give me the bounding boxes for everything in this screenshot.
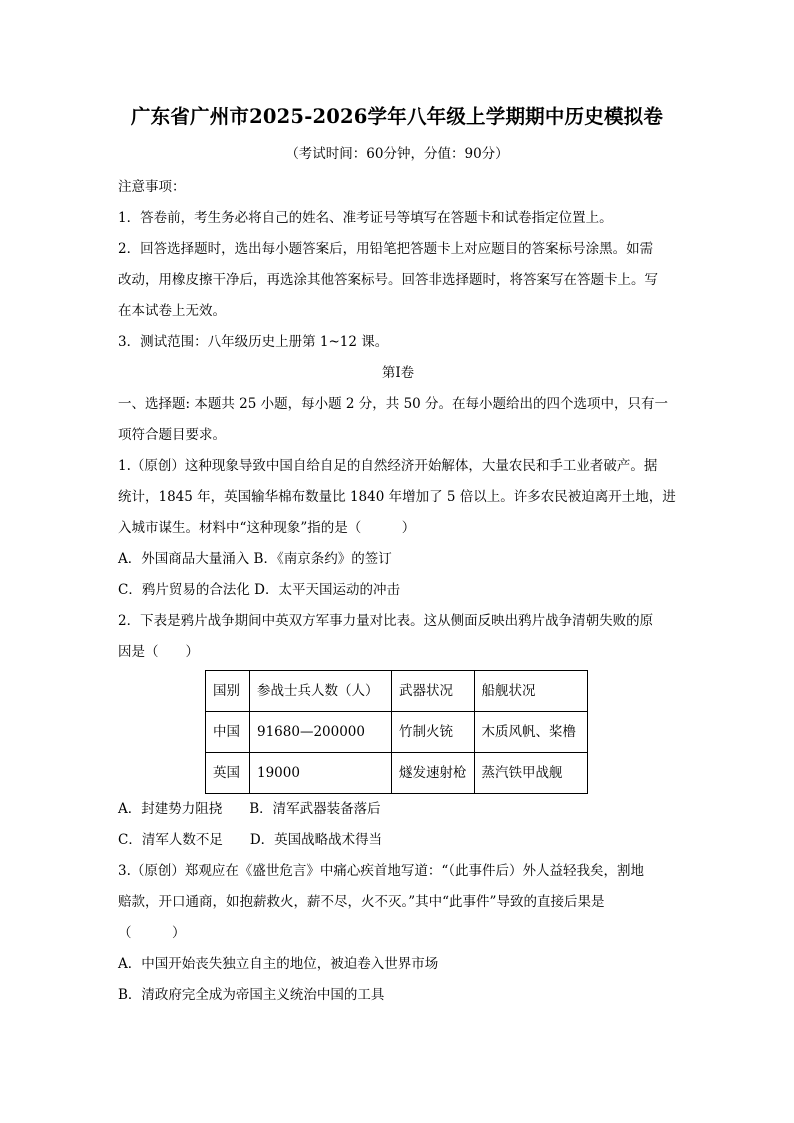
table-cell: 木质风帆、桨橹 [474, 712, 587, 753]
table-header-cell: 国别 [206, 671, 250, 712]
question-3-option: B．清政府完全成为帝国主义统治中国的工具 [118, 987, 385, 1003]
question-1-text: 统计，1845 年，英国输华棉布数量比 1840 年增加了 5 倍以上。许多农民被迫离开土地，进 [118, 489, 676, 505]
section-instruction: 一、选择题: 本题共 25 小题，每小题 2 分，共 50 分。在每小题给出的四个选项中，只有一 [118, 396, 669, 412]
table-row [206, 712, 588, 753]
table-cell: 燧发速射枪 [392, 753, 475, 794]
exam-info: （考试时间：60分钟，分值：90分） [285, 146, 509, 162]
table-header-row [206, 671, 588, 712]
table-cell: 19000 [250, 753, 392, 794]
table-header-cell: 参战士兵人数（人） [250, 671, 392, 712]
notice-heading: 注意事项： [118, 179, 186, 195]
table-cell: 英国 [206, 753, 250, 794]
question-1-option: A．外国商品大量涌入 B．《南京条约》的签订 [118, 551, 392, 567]
table-row [206, 753, 588, 794]
question-2-text: 2．下表是鸦片战争期间中英双方军事力量对比表。这从侧面反映出鸦片战争清朝失败的原 [118, 613, 654, 629]
question-2-text: 因是（ ） [118, 644, 199, 660]
question-1-option: C．鸦片贸易的合法化 D．太平天国运动的冲击 [118, 582, 400, 598]
military-comparison-table [205, 670, 588, 794]
table-header-cell: 船舰状况 [474, 671, 587, 712]
table-header-cell: 武器状况 [392, 671, 475, 712]
question-2-option: A．封建势力阻挠 B．清军武器装备落后 [118, 801, 381, 817]
notice-item: 1．答卷前，考生务必将自己的姓名、准考证号等填写在答题卡和试卷指定位置上。 [118, 210, 613, 226]
question-3-text: （ ） [118, 925, 186, 941]
table-cell: 91680—200000 [250, 712, 392, 753]
table-cell: 竹制火铳 [392, 712, 475, 753]
section-instruction: 项符合题目要求。 [118, 427, 226, 443]
volume-heading: 第Ⅰ卷 [381, 365, 415, 381]
table-cell: 蒸汽铁甲战舰 [474, 753, 587, 794]
question-2-option: C．清军人数不足 D．英国战略战术得当 [118, 832, 383, 848]
comparison-table-wrapper [118, 670, 678, 794]
exam-body [118, 172, 678, 1011]
table-cell: 中国 [206, 712, 250, 753]
question-3-text: 3.（原创）郑观应在《盛世危言》中痛心疾首地写道：“（此事件后）外人益轻我矣，割地 [118, 863, 645, 879]
notice-item: 2．回答选择题时，选出每小题答案后，用铅笔把答题卡上对应题目的答案标号涂黑。如需 [118, 241, 654, 257]
notice-item: 3．测试范围：八年级历史上册第 1~12 课。 [118, 334, 389, 350]
notice-item: 在本试卷上无效。 [118, 303, 226, 319]
page-title: 广东省广州市2025-2026学年八年级上学期期中历史模拟卷 [130, 105, 664, 128]
question-1-text: 入城市谋生。材料中“这种现象”指的是（ ） [118, 520, 416, 536]
question-3-option: A．中国开始丧失独立自主的地位，被迫卷入世界市场 [118, 956, 439, 972]
notice-item: 改动，用橡皮擦干净后，再选涂其他答案标号。回答非选择题时，将答案写在答题卡上。写 [118, 272, 658, 288]
question-1-text: 1.（原创）这种现象导致中国自给自足的自然经济开始解体，大量农民和手工业者破产。据 [118, 458, 658, 474]
question-3-text: 赔款，开口通商，如抱薪救火，薪不尽，火不灭。”其中“此事件”导致的直接后果是 [118, 894, 605, 910]
